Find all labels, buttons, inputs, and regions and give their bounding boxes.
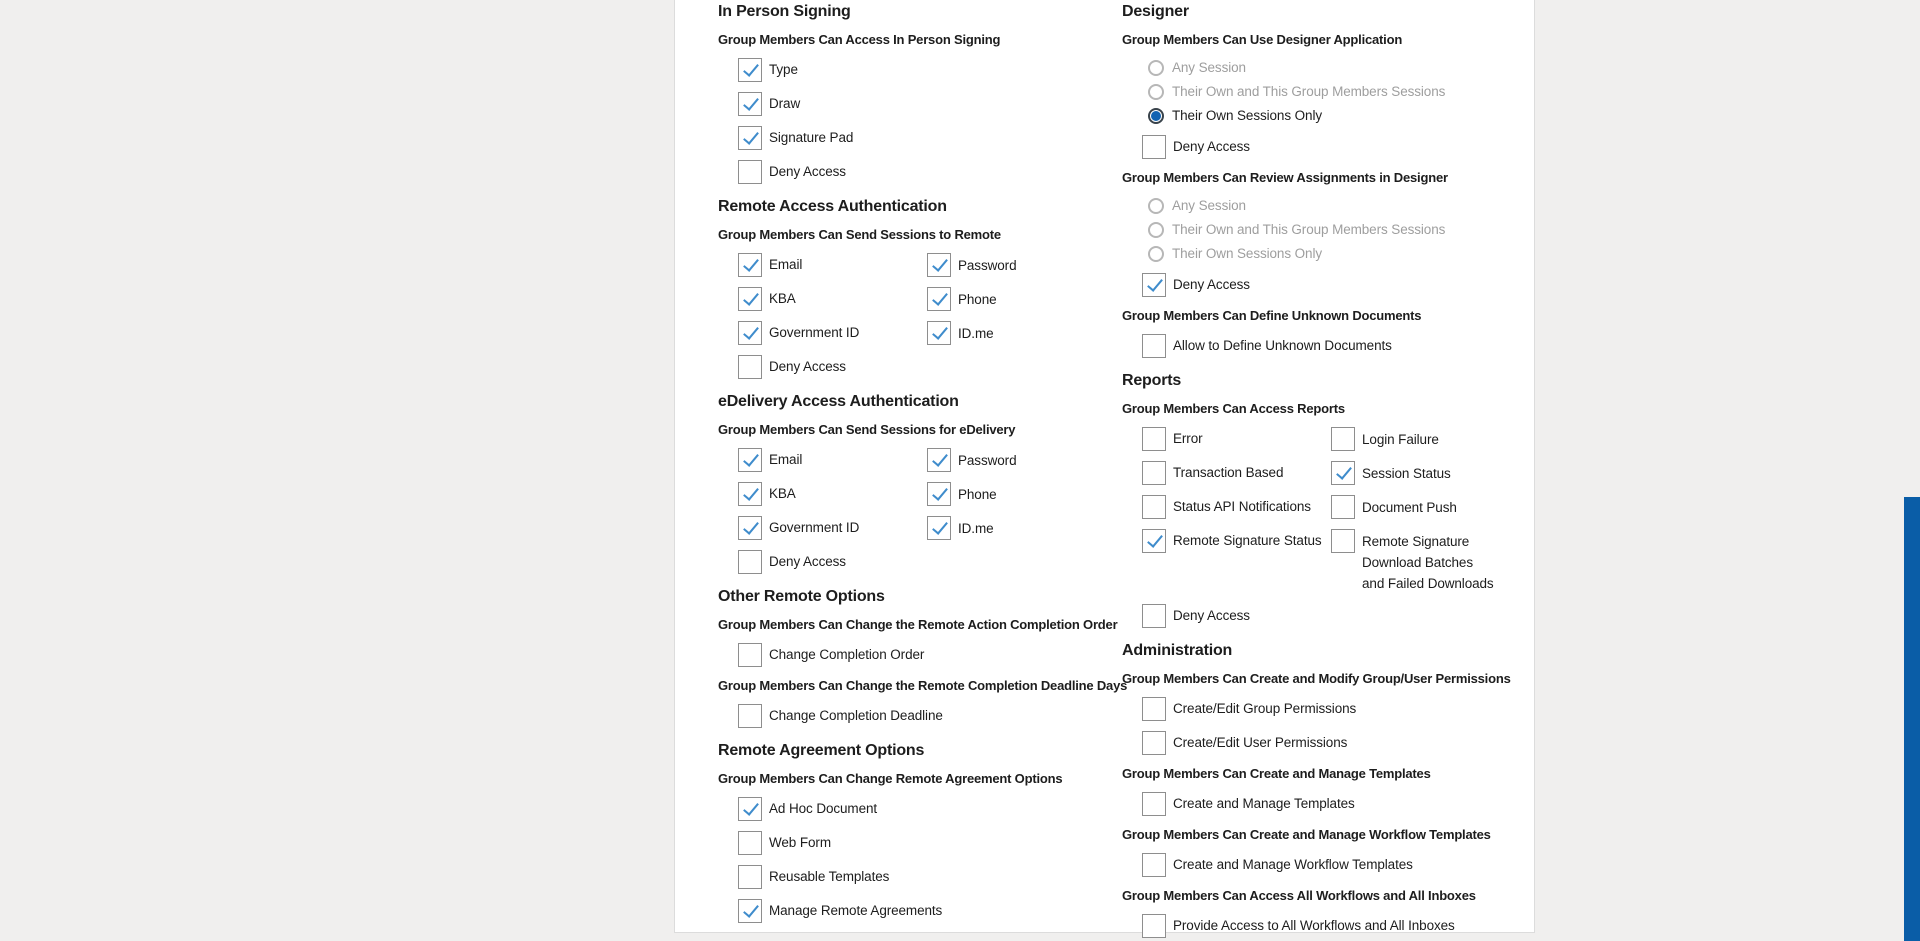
checkbox-row [927,482,1150,506]
group-subtitle: Group Members Can Send Sessions to Remote [718,227,1001,242]
checkbox-row [927,287,1150,311]
checkbox-row [738,550,1150,574]
checkbox[interactable] [738,865,762,889]
checkbox-label: Create/Edit Group Permissions [1173,701,1357,716]
checkbox-checked[interactable] [738,482,762,506]
checkbox-checked[interactable] [927,287,951,311]
checkbox-checked[interactable] [927,253,951,277]
section-title: In Person Signing [718,3,851,20]
section [1122,641,1534,938]
checkbox[interactable] [1142,604,1166,628]
checkbox-label: Deny Access [1173,139,1250,154]
checkbox-row [1142,427,1331,451]
section [1122,2,1534,358]
radio-row [1142,196,1534,216]
checkbox-label: Deny Access [769,554,846,569]
checkbox-label: Transaction Based [1173,465,1284,480]
checkbox-label: Password [958,453,1017,468]
checkbox[interactable] [1142,461,1166,485]
group-subtitle: Group Members Can Review Assignments in Designer [1122,170,1448,185]
checkbox-row [738,160,1150,184]
checkbox-checked[interactable] [1142,529,1166,553]
section-title: Reports [1122,372,1182,389]
radio-button [1148,222,1164,238]
radio-button [1148,246,1164,262]
group-subtitle: Group Members Can Access Reports [1122,401,1345,416]
checkbox[interactable] [1331,529,1355,553]
checkbox[interactable] [1142,914,1166,938]
checkbox-label: Type [769,62,798,77]
checkbox[interactable] [1331,427,1355,451]
section-title: Remote Access Authentication [718,198,947,215]
right-column [1122,0,1534,941]
section-title: Other Remote Options [718,588,885,605]
checkbox-row [738,448,927,472]
radio-row [1142,106,1534,126]
checkbox-label: Create and Manage Workflow Templates [1173,857,1413,872]
checkbox-checked[interactable] [1142,273,1166,297]
checkbox[interactable] [1142,495,1166,519]
checkbox[interactable] [1331,495,1355,519]
checkbox-row [738,321,927,345]
radio-label: Their Own Sessions Only [1172,246,1323,261]
checkbox-row [1331,495,1534,519]
checkbox-row [1142,273,1534,297]
checkbox-row [738,58,1150,82]
checkbox-checked[interactable] [738,58,762,82]
section [718,2,1150,184]
checkbox[interactable] [738,831,762,855]
checkbox-checked[interactable] [927,448,951,472]
checkbox-checked[interactable] [927,516,951,540]
radio-row [1142,220,1534,240]
checkbox-row [927,321,1150,345]
group-subtitle: Group Members Can Change Remote Agreement Options [718,771,1063,786]
scrollbar-thumb[interactable] [1904,497,1920,941]
section-title: Designer [1122,3,1189,20]
checkbox-row [927,448,1150,472]
section-title: Administration [1122,642,1233,659]
checkbox-label: Reusable Templates [769,869,890,884]
checkbox-row [738,253,927,277]
checkbox-label: Status API Notifications [1173,499,1311,514]
checkbox[interactable] [1142,334,1166,358]
radio-label: Their Own and This Group Members Sessions [1172,222,1446,237]
options-grid [1142,427,1534,604]
checkbox-label: Phone [958,292,997,307]
radio-button [1148,198,1164,214]
checkbox-row [738,643,1150,667]
checkbox-row [1142,792,1534,816]
checkbox-label: KBA [769,291,796,306]
group-subtitle: Group Members Can Create and Modify Group/User Permissions [1122,671,1511,686]
checkbox-checked[interactable] [738,253,762,277]
checkbox-label: Email [769,257,803,272]
checkbox-row [1142,731,1534,755]
group-subtitle: Group Members Can Create and Manage Templates [1122,766,1431,781]
checkbox-label: Web Form [769,835,831,850]
options-grid [738,253,1150,355]
checkbox-row [738,92,1150,116]
checkbox-checked[interactable] [738,797,762,821]
checkbox[interactable] [1142,853,1166,877]
checkbox-row [738,865,1150,889]
section [1122,371,1534,628]
group-subtitle: Group Members Can Send Sessions for eDelivery [718,422,1016,437]
checkbox-checked[interactable] [927,482,951,506]
group-subtitle: Group Members Can Use Designer Application [1122,32,1403,47]
checkbox-label: Signature Pad [769,130,854,145]
checkbox-row [927,516,1150,540]
radio-label: Any Session [1172,198,1246,213]
checkbox-checked[interactable] [738,321,762,345]
radio-row [1142,244,1534,264]
checkbox-label: Password [958,258,1017,273]
checkbox-label: Document Push [1362,500,1457,515]
checkbox[interactable] [1142,697,1166,721]
permissions-panel [674,0,1535,933]
group-subtitle: Group Members Can Access In Person Signing [718,32,1001,47]
checkbox-row [738,899,1150,923]
checkbox-label: ID.me [958,326,994,341]
section [718,197,1150,379]
checkbox-label: Deny Access [769,164,846,179]
checkbox-label: Government ID [769,325,860,340]
checkbox-label: Government ID [769,520,860,535]
checkbox-row [1142,495,1331,519]
checkbox-row [738,287,927,311]
group-subtitle: Group Members Can Access All Workflows and All Inboxes [1122,888,1476,903]
checkbox-row [1142,529,1331,594]
checkbox-row [738,482,927,506]
radio-label: Any Session [1172,60,1246,75]
checkbox-checked[interactable] [927,321,951,345]
checkbox-row [738,797,1150,821]
checkbox-label: Remote Signature Download Batches and Failed Downloads [1362,534,1494,591]
options-grid [738,448,1150,550]
checkbox-label: Draw [769,96,801,111]
checkbox-checked[interactable] [738,516,762,540]
checkbox-label: ID.me [958,521,994,536]
checkbox[interactable] [738,160,762,184]
checkbox-row [1142,697,1534,721]
checkbox[interactable] [738,704,762,728]
group-subtitle: Group Members Can Create and Manage Workflow Templates [1122,827,1491,842]
radio-label: Their Own and This Group Members Sessions [1172,84,1446,99]
checkbox-label: Change Completion Deadline [769,708,943,723]
radio-button [1148,84,1164,100]
section-title: eDelivery Access Authentication [718,393,959,410]
checkbox-label: Create/Edit User Permissions [1173,735,1348,750]
checkbox-row [1142,853,1534,877]
left-column [718,0,1150,933]
checkbox-label: Change Completion Order [769,647,925,662]
checkbox-checked[interactable] [1331,461,1355,485]
checkbox-row [1142,914,1534,938]
checkbox-checked[interactable] [738,92,762,116]
checkbox-label: Create and Manage Templates [1173,796,1355,811]
group-subtitle: Group Members Can Change the Remote Completion Deadline Days [718,678,1128,693]
checkbox-label: Remote Signature Status [1173,533,1322,548]
checkbox-label: Error [1173,431,1203,446]
group-subtitle: Group Members Can Change the Remote Action Completion Order [718,617,1118,632]
checkbox-label: Provide Access to All Workflows and All Inboxes [1173,918,1455,933]
checkbox-row [1142,461,1331,485]
checkbox-checked[interactable] [738,126,762,150]
checkbox-checked[interactable] [738,287,762,311]
checkbox-label: Phone [958,487,997,502]
radio-button-selected[interactable] [1148,108,1164,124]
checkbox[interactable] [1142,731,1166,755]
checkbox-row [738,355,1150,379]
checkbox-row [1331,427,1534,451]
checkbox-label: Deny Access [769,359,846,374]
checkbox-row [1142,135,1534,159]
section-title: Remote Agreement Options [718,742,925,759]
checkbox[interactable] [1142,427,1166,451]
checkbox[interactable] [1142,792,1166,816]
checkbox-row [738,516,927,540]
checkbox-row [1331,461,1534,485]
checkbox-row [738,831,1150,855]
checkbox-label: Login Failure [1362,432,1439,447]
checkbox[interactable] [738,643,762,667]
checkbox-label: Allow to Define Unknown Documents [1173,338,1392,353]
checkbox-checked[interactable] [738,448,762,472]
group-subtitle: Group Members Can Define Unknown Documents [1122,308,1422,323]
checkbox-row [1142,604,1534,628]
radio-label: Their Own Sessions Only [1172,108,1323,123]
checkbox-row [738,126,1150,150]
checkbox-label: Manage Remote Agreements [769,903,943,918]
checkbox-label: Session Status [1362,466,1451,481]
section [718,741,1150,923]
radio-row [1142,58,1534,78]
checkbox[interactable] [738,355,762,379]
checkbox-label: Deny Access [1173,277,1250,292]
checkbox-label: Email [769,452,803,467]
checkbox-label: Deny Access [1173,608,1250,623]
checkbox-row [927,253,1150,277]
checkbox-checked[interactable] [738,899,762,923]
checkbox-row [1331,529,1534,594]
checkbox-row [738,704,1150,728]
checkbox-row [1142,334,1534,358]
checkbox-label: KBA [769,486,796,501]
section [718,587,1150,728]
section [718,392,1150,574]
radio-row [1142,82,1534,102]
checkbox[interactable] [738,550,762,574]
checkbox[interactable] [1142,135,1166,159]
checkbox-label: Ad Hoc Document [769,801,878,816]
radio-button [1148,60,1164,76]
